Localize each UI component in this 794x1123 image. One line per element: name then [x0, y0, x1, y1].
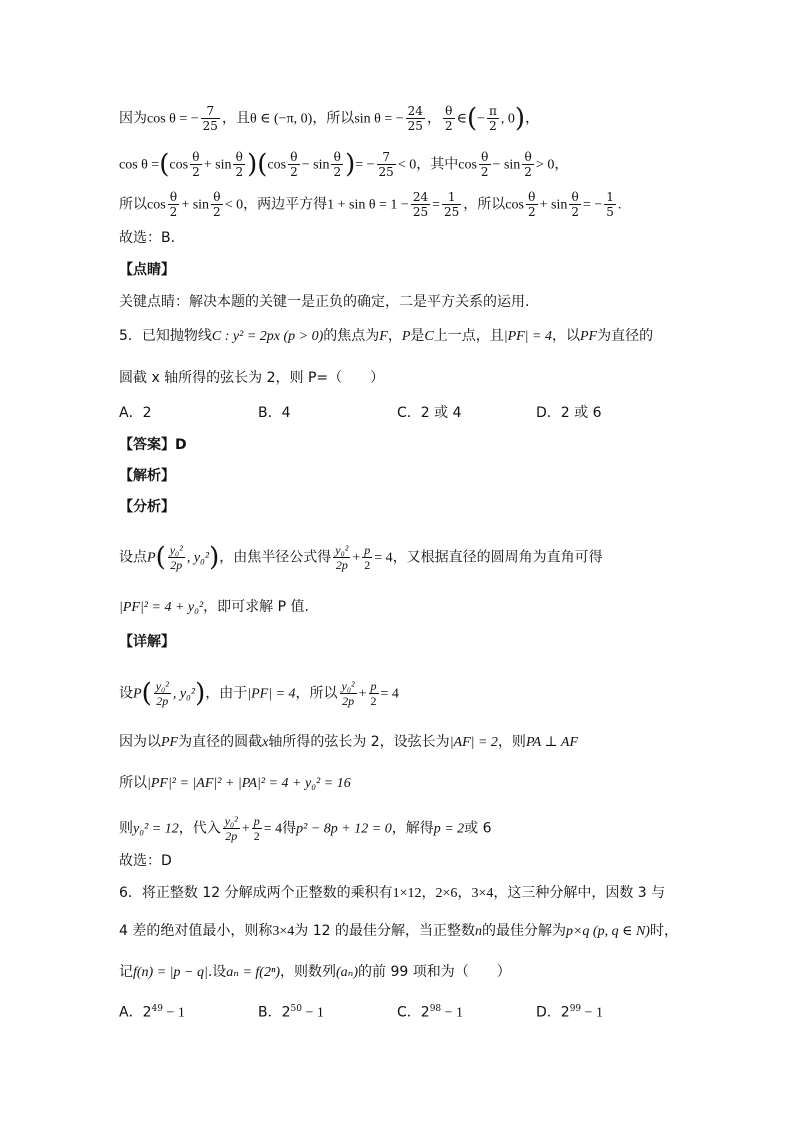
option-d: D．2 或 6 [536, 405, 602, 421]
math: = − [582, 197, 603, 213]
text: ， [525, 110, 540, 127]
answer-heading: 【答案】D [119, 437, 187, 453]
text: ，其中 [416, 156, 459, 173]
choose-line: 故选：D [119, 853, 172, 869]
option-d: D．$2^{99} - 1$ [536, 1004, 604, 1021]
math: sin θ = − [354, 111, 404, 127]
detail-line-1: 设P( $\frac{\text{y₀²}}{2p}$ , y₀²)，由于|PF| = 4，所以 $\frac{\text{y₀²}}{2p}$ + $\frac{p}{2}$ = 4 [119, 678, 399, 709]
detail-line-4: 则y₀² = 12，代入 $\frac{\text{y₀²}}{2p}$ + $\frac{p}{2}$ = 4得p² − 8p + 12 = 0，解得p = 2或 6 [119, 814, 492, 843]
note-text: 关键点睛：解决本题的关键一是正负的确定，二是平方关系的运用. [119, 294, 530, 310]
math: θ ∈ (−π, 0) [249, 111, 313, 127]
question-5-stem-2: 圆截 x 轴所得的弦长为 2，则 P=（ ） [119, 370, 385, 386]
detail-line-2: 因为以PF为直径的圆截x轴所得的弦长为 2，设弦长为|AF| = 2，则PA ⊥ AF [119, 734, 578, 750]
math: + sin [203, 157, 232, 173]
answer-line: 故选：B. [119, 230, 176, 246]
math: 1 + sin θ = 1 − [327, 197, 409, 213]
fraction: $\frac{\pi}{2}$ [489, 104, 497, 133]
text: ，所以 [312, 110, 355, 127]
question-6-stem-3: 记f(n) = |p − q|.设aₙ = f(2ⁿ)，则数列(aₙ)的前 99 项和为（ ） [119, 964, 511, 980]
fraction: $\frac{1}{25}$ [444, 190, 460, 219]
fraction: $\frac{\theta}{2}$ [444, 104, 453, 133]
fenxi-line-1: 设点P( $\frac{\text{y₀²}}{2p}$ , y₀²)，由焦半径公式得 $\frac{\text{y₀²}}{2p}$ + $\frac{p}{2}$ = 4，又根据直径的圆周角为直角可得 [119, 542, 603, 573]
text: ， [426, 110, 441, 127]
math: cos [505, 197, 524, 213]
option-c: C．$2^{98} - 1$ [397, 1004, 464, 1021]
fraction: $\frac{24}{25}$ [412, 190, 429, 219]
option-c: C．2 或 4 [397, 405, 462, 421]
text: ，所以 [463, 196, 506, 213]
fenxi-line-2: |PF|² = 4 + y₀²，即可求解 P 值. [119, 599, 309, 615]
math: < 0 [224, 197, 244, 213]
fraction: $\frac{7}{25}$ [202, 104, 218, 133]
option-a: A．2 [119, 405, 152, 421]
math: − sin [492, 157, 521, 173]
math: cos [458, 157, 477, 173]
math: = [432, 197, 441, 213]
detail-line-3: 所以|PF|² = |AF|² + |PA|² = 4 + y₀² = 16 [119, 775, 351, 791]
math: cos θ = − [147, 111, 199, 127]
math: cos θ = [119, 157, 160, 173]
math: + sin [181, 197, 210, 213]
math: cos [147, 197, 166, 213]
text: 因为 [119, 110, 147, 127]
fenxi-heading: 【分析】 [119, 499, 175, 515]
analysis-heading: 【解析】 [119, 468, 175, 484]
solution-line-2: cos θ =(cos $\frac{\theta}{2}$ + sin $\frac{\theta}{2}$ )(cos $\frac{\theta}{2}$ − sin $\frac{\theta}{2}$ )= − $\frac{7}{25}$ < 0，其中cos $\frac{\theta}{2}$ − sin $\frac{\theta}{2}$ > 0， [119, 149, 569, 180]
math: + sin [539, 197, 568, 213]
solution-line-1: 因为cos θ = − $\frac{7}{25}$ ，且θ ∈ (−π, 0)，所以sin θ = − $\frac{24}{25}$ ， $\frac{\theta}{2}$ ∈(− $\frac{\pi}{2}$ , 0)， [119, 103, 540, 134]
question-5-stem-1: 5．已知抛物线C : y² = 2px (p > 0)的焦点为F，P是C上一点，且|PF| = 4，以PF为直径的 [119, 328, 654, 344]
fraction: $\frac{1}{5}$ [606, 190, 614, 219]
math: . [617, 197, 622, 213]
math: = − [355, 157, 375, 173]
option-a: A．$2^{49} - 1$ [119, 1004, 185, 1021]
fraction: $\frac{7}{25}$ [378, 150, 394, 179]
option-b: B．$2^{50} - 1$ [258, 1004, 324, 1021]
fraction: $\frac{24}{25}$ [407, 104, 423, 133]
math: > 0 [535, 157, 555, 173]
math: < 0 [397, 157, 417, 173]
text: 所以 [119, 196, 147, 213]
math: − sin [301, 157, 330, 173]
math: cos [169, 157, 189, 173]
option-b: B．4 [258, 405, 291, 421]
math: , 0 [500, 111, 515, 127]
text: ， [554, 156, 569, 173]
detail-heading: 【详解】 [119, 634, 175, 650]
section-heading: 【点睛】 [119, 262, 175, 278]
math: cos [267, 157, 287, 173]
text: ，两边平方得 [243, 196, 328, 213]
question-6-stem-2: 4 差的绝对值最小，则称3×4为 12 的最佳分解，当正整数n的最佳分解为p×q (p, q ∈ N)时， [119, 923, 678, 939]
solution-line-3: 所以cos $\frac{\theta}{2}$ + sin $\frac{\theta}{2}$ < 0，两边平方得1 + sin θ = 1 − $\frac{24}{25}$ = $\frac{1}{25}$ ，所以cos $\frac{\theta}{2}$ + sin $\frac{\theta}{2}$ = − $\frac{1}{5}$ . [119, 190, 622, 219]
text: ，且 [221, 110, 250, 127]
math: ∈ [456, 111, 467, 127]
question-6-stem-1: 6．将正整数 12 分解成两个正整数的乘积有1×12，2×6，3×4，这三种分解中，因数 3 与 [119, 885, 666, 901]
